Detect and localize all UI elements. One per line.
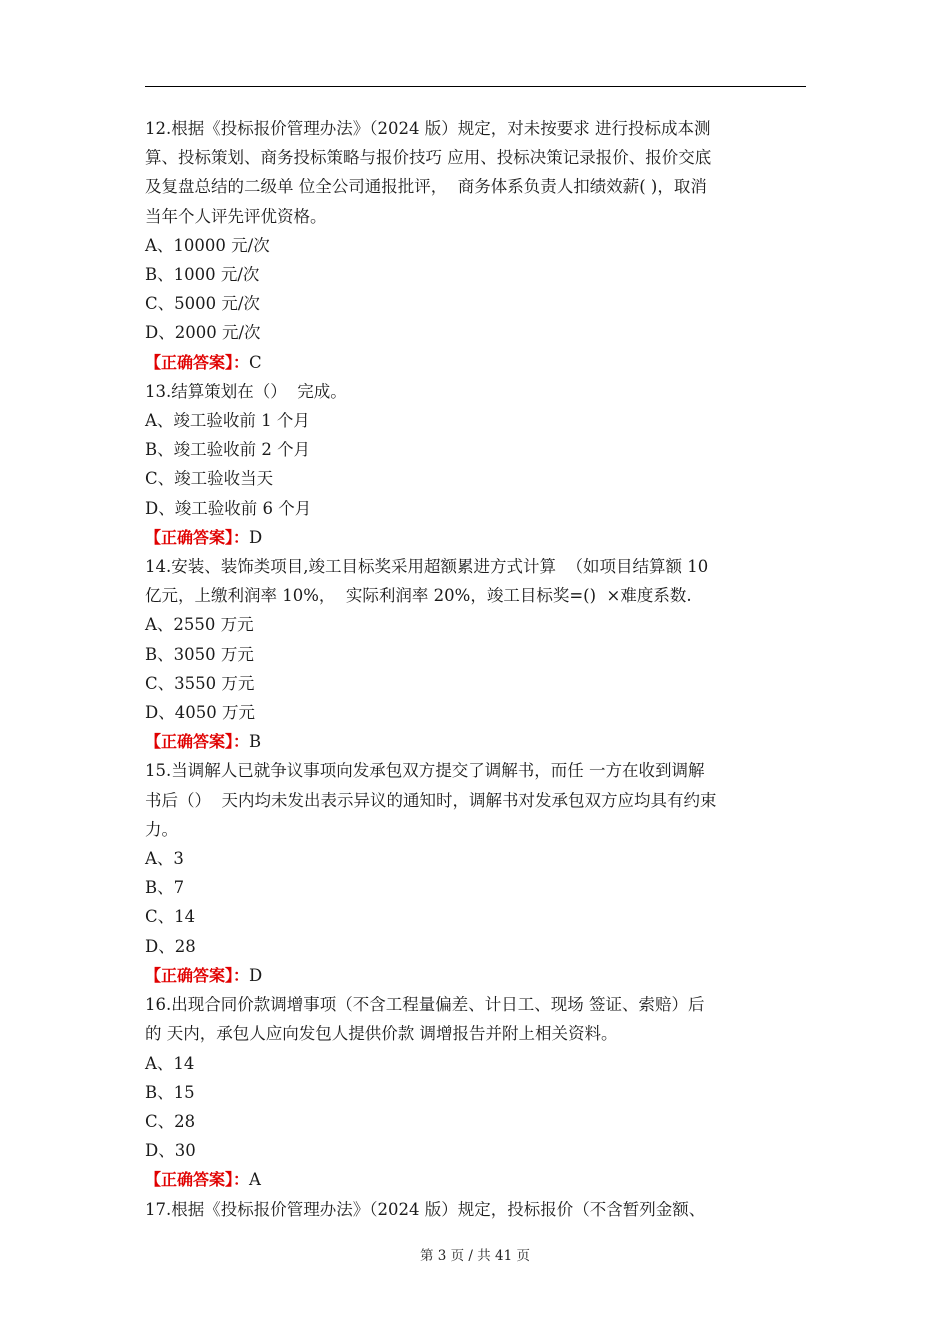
option-c: C、14 [145, 907, 196, 927]
answer-value: D [249, 527, 263, 547]
answer-label: 【正确答案】： [145, 527, 250, 547]
answer-line [145, 727, 806, 756]
question-text-line: 14.安装、装饰类项目,竣工目标奖采用超额累进方式计算 （如项目结算额 10 [145, 557, 709, 577]
answer-label: 【正确答案】： [145, 732, 250, 752]
question-text-line: 力。 [145, 819, 178, 839]
answer-value: B [249, 732, 262, 752]
option-a: A、竣工验收前 1 个月 [145, 411, 310, 431]
question-block [145, 377, 806, 552]
option-c: C、3550 万元 [145, 673, 255, 693]
option-b: B、15 [145, 1082, 195, 1102]
answer-value: A [249, 1170, 261, 1190]
question-text-line: 亿元，上缴利润率 10%， 实际利润率 20%，竣工目标奖=() ×难度系数. [145, 586, 692, 606]
question-text-line: 算、投标策划、商务投标策略与报价技巧 应用、投标决策记录报价、报价交底 [145, 148, 712, 168]
answer-line [145, 1165, 806, 1194]
question-text-line: 12.根据《投标报价管理办法》（2024 版）规定，对未按要求 进行投标成本测 [145, 119, 711, 138]
question-block [145, 1195, 806, 1224]
answer-value: D [249, 965, 263, 985]
option-d: D、30 [145, 1141, 196, 1161]
question-block [145, 990, 806, 1194]
option-d: D、2000 元/次 [145, 323, 261, 343]
option-b: B、1000 元/次 [145, 265, 260, 285]
page-footer: 第 3 页 / 共 41 页 [419, 1248, 531, 1264]
question-text-line: 16.出现合同价款调增事项（不含工程量偏差、计日工、现场 签证、索赔）后 [145, 995, 705, 1015]
option-b: B、3050 万元 [145, 644, 254, 664]
question-text-line: 15.当调解人已就争议事项向发承包双方提交了调解书，而任 一方在收到调解 [145, 761, 705, 781]
question-text-line: 及复盘总结的二级单 位全公司通报批评， 商务体系负责人扣绩效薪( )，取消 [145, 177, 707, 197]
question-block [145, 756, 806, 990]
option-d: D、4050 万元 [145, 703, 255, 723]
option-d: D、28 [145, 936, 196, 956]
question-text-line: 当年个人评先评优资格。 [145, 206, 327, 226]
question-block [145, 552, 806, 756]
option-a: A、14 [145, 1053, 195, 1073]
option-c: C、28 [145, 1111, 196, 1131]
option-c: C、竣工验收当天 [145, 469, 274, 489]
answer-line [145, 523, 806, 552]
option-a: A、3 [145, 849, 184, 869]
question-text-line: 13.结算策划在（） 完成。 [145, 381, 347, 401]
option-a: A、10000 元/次 [145, 235, 270, 255]
answer-line [145, 348, 806, 377]
option-a: A、2550 万元 [145, 615, 254, 635]
answer-label: 【正确答案】： [145, 965, 250, 985]
answer-value: C [249, 352, 262, 372]
question-block [145, 114, 806, 377]
option-c: C、5000 元/次 [145, 294, 260, 314]
answer-label: 【正确答案】： [145, 1170, 250, 1190]
answer-label: 【正确答案】： [145, 352, 250, 372]
header-rule [145, 86, 806, 87]
question-text-line: 17.根据《投标报价管理办法》（2024 版）规定，投标报价（不含暂列金额、 [145, 1199, 706, 1219]
option-b: B、竣工验收前 2 个月 [145, 440, 311, 460]
question-text-line: 书后（） 天内均未发出表示异议的通知时，调解书对发承包双方应均具有约束 [145, 790, 717, 810]
answer-line [145, 961, 806, 990]
option-b: B、7 [145, 878, 185, 898]
question-list [145, 114, 806, 1224]
option-d: D、竣工验收前 6 个月 [145, 498, 312, 518]
question-text-line: 的 天内，承包人应向发包人提供价款 调增报告并附上相关资料。 [145, 1024, 618, 1044]
